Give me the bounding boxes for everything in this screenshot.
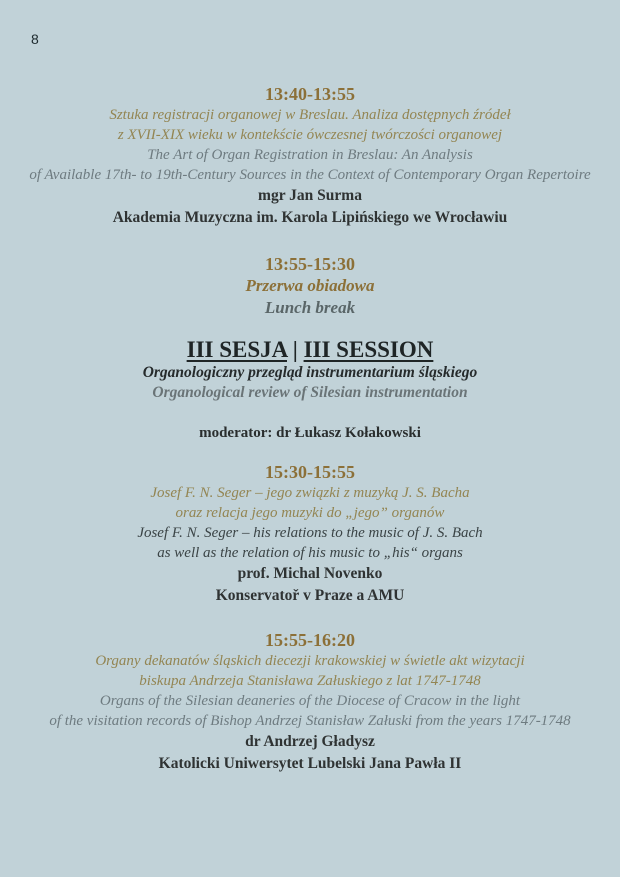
talk-title-en-line: Organs of the Silesian deaneries of the Diocese of Cracow in the light — [99, 693, 521, 709]
speaker-name: mgr Jan Surma — [258, 187, 362, 204]
speaker-affiliation: Akademia Muzyczna im. Karola Lipińskiego we Wrocławiu — [112, 209, 508, 226]
program-content — [0, 83, 620, 793]
break-label-en: Lunch break — [264, 298, 356, 317]
talk-time: 13:40-13:55 — [265, 84, 355, 104]
talk-title-en-line: Josef F. N. Seger – his relations to the music of J. S. Bach — [137, 525, 483, 541]
speaker-affiliation: Katolicki Uniwersytet Lubelski Jana Pawła II — [158, 755, 462, 772]
session-moderator: moderator: dr Łukasz Kołakowski — [199, 425, 421, 441]
talk-title-pl-line: z XVII-XIX wieku w kontekście ówczesnej twórczości organowej — [117, 127, 503, 143]
break-label-pl: Przerwa obiadowa — [245, 276, 375, 295]
page-number: 8 — [31, 31, 39, 47]
talk-title-pl-line: biskupa Andrzeja Stanisława Załuskiego z lat 1747-1748 — [139, 673, 481, 689]
title-separator: | — [292, 337, 298, 362]
speaker-name: prof. Michal Novenko — [237, 565, 383, 582]
session-title-en: III SESSION — [303, 337, 434, 362]
talk-3 — [0, 629, 620, 775]
talk-title-pl-line: Josef F. N. Seger – jego związki z muzyką J. S. Bacha — [150, 485, 470, 501]
talk-title-en-line: as well as the relation of his music to „his“ organs — [157, 545, 463, 561]
talk-title-pl-line: Sztuka registracji organowej w Breslau. Analiza dostępnych źródeł — [109, 107, 511, 123]
talk-title-en-line: The Art of Organ Registration in Breslau: An Analysis — [147, 147, 473, 163]
talk-1 — [0, 83, 620, 229]
session-subtitle-pl: Organologiczny przegląd instrumentarium śląskiego — [142, 364, 478, 381]
talk-title-en-line: of the visitation records of Bishop Andrzej Stanisław Załuski from the years 1747-1748 — [49, 713, 571, 729]
break-time: 13:55-15:30 — [265, 254, 355, 274]
talk-time: 15:55-16:20 — [265, 630, 355, 650]
lunch-break — [0, 253, 620, 319]
session-header — [0, 337, 620, 443]
talk-time: 15:30-15:55 — [265, 462, 355, 482]
session-title-pl: III SESJA — [186, 337, 287, 362]
talk-title-pl-line: oraz relacja jego muzyki do „jego” organów — [175, 505, 445, 521]
session-title — [0, 337, 620, 363]
speaker-affiliation: Konservatoř v Praze a AMU — [215, 587, 405, 604]
talk-title-en-line: of Available 17th- to 19th-Century Sources in the Context of Contemporary Organ Repertoire — [29, 167, 591, 183]
session-subtitle-en: Organological review of Silesian instrumentation — [152, 384, 468, 401]
speaker-name: dr Andrzej Gładysz — [245, 733, 375, 750]
talk-2 — [0, 461, 620, 607]
talk-title-pl-line: Organy dekanatów śląskich diecezji krakowskiej w świetle akt wizytacji — [95, 653, 525, 669]
